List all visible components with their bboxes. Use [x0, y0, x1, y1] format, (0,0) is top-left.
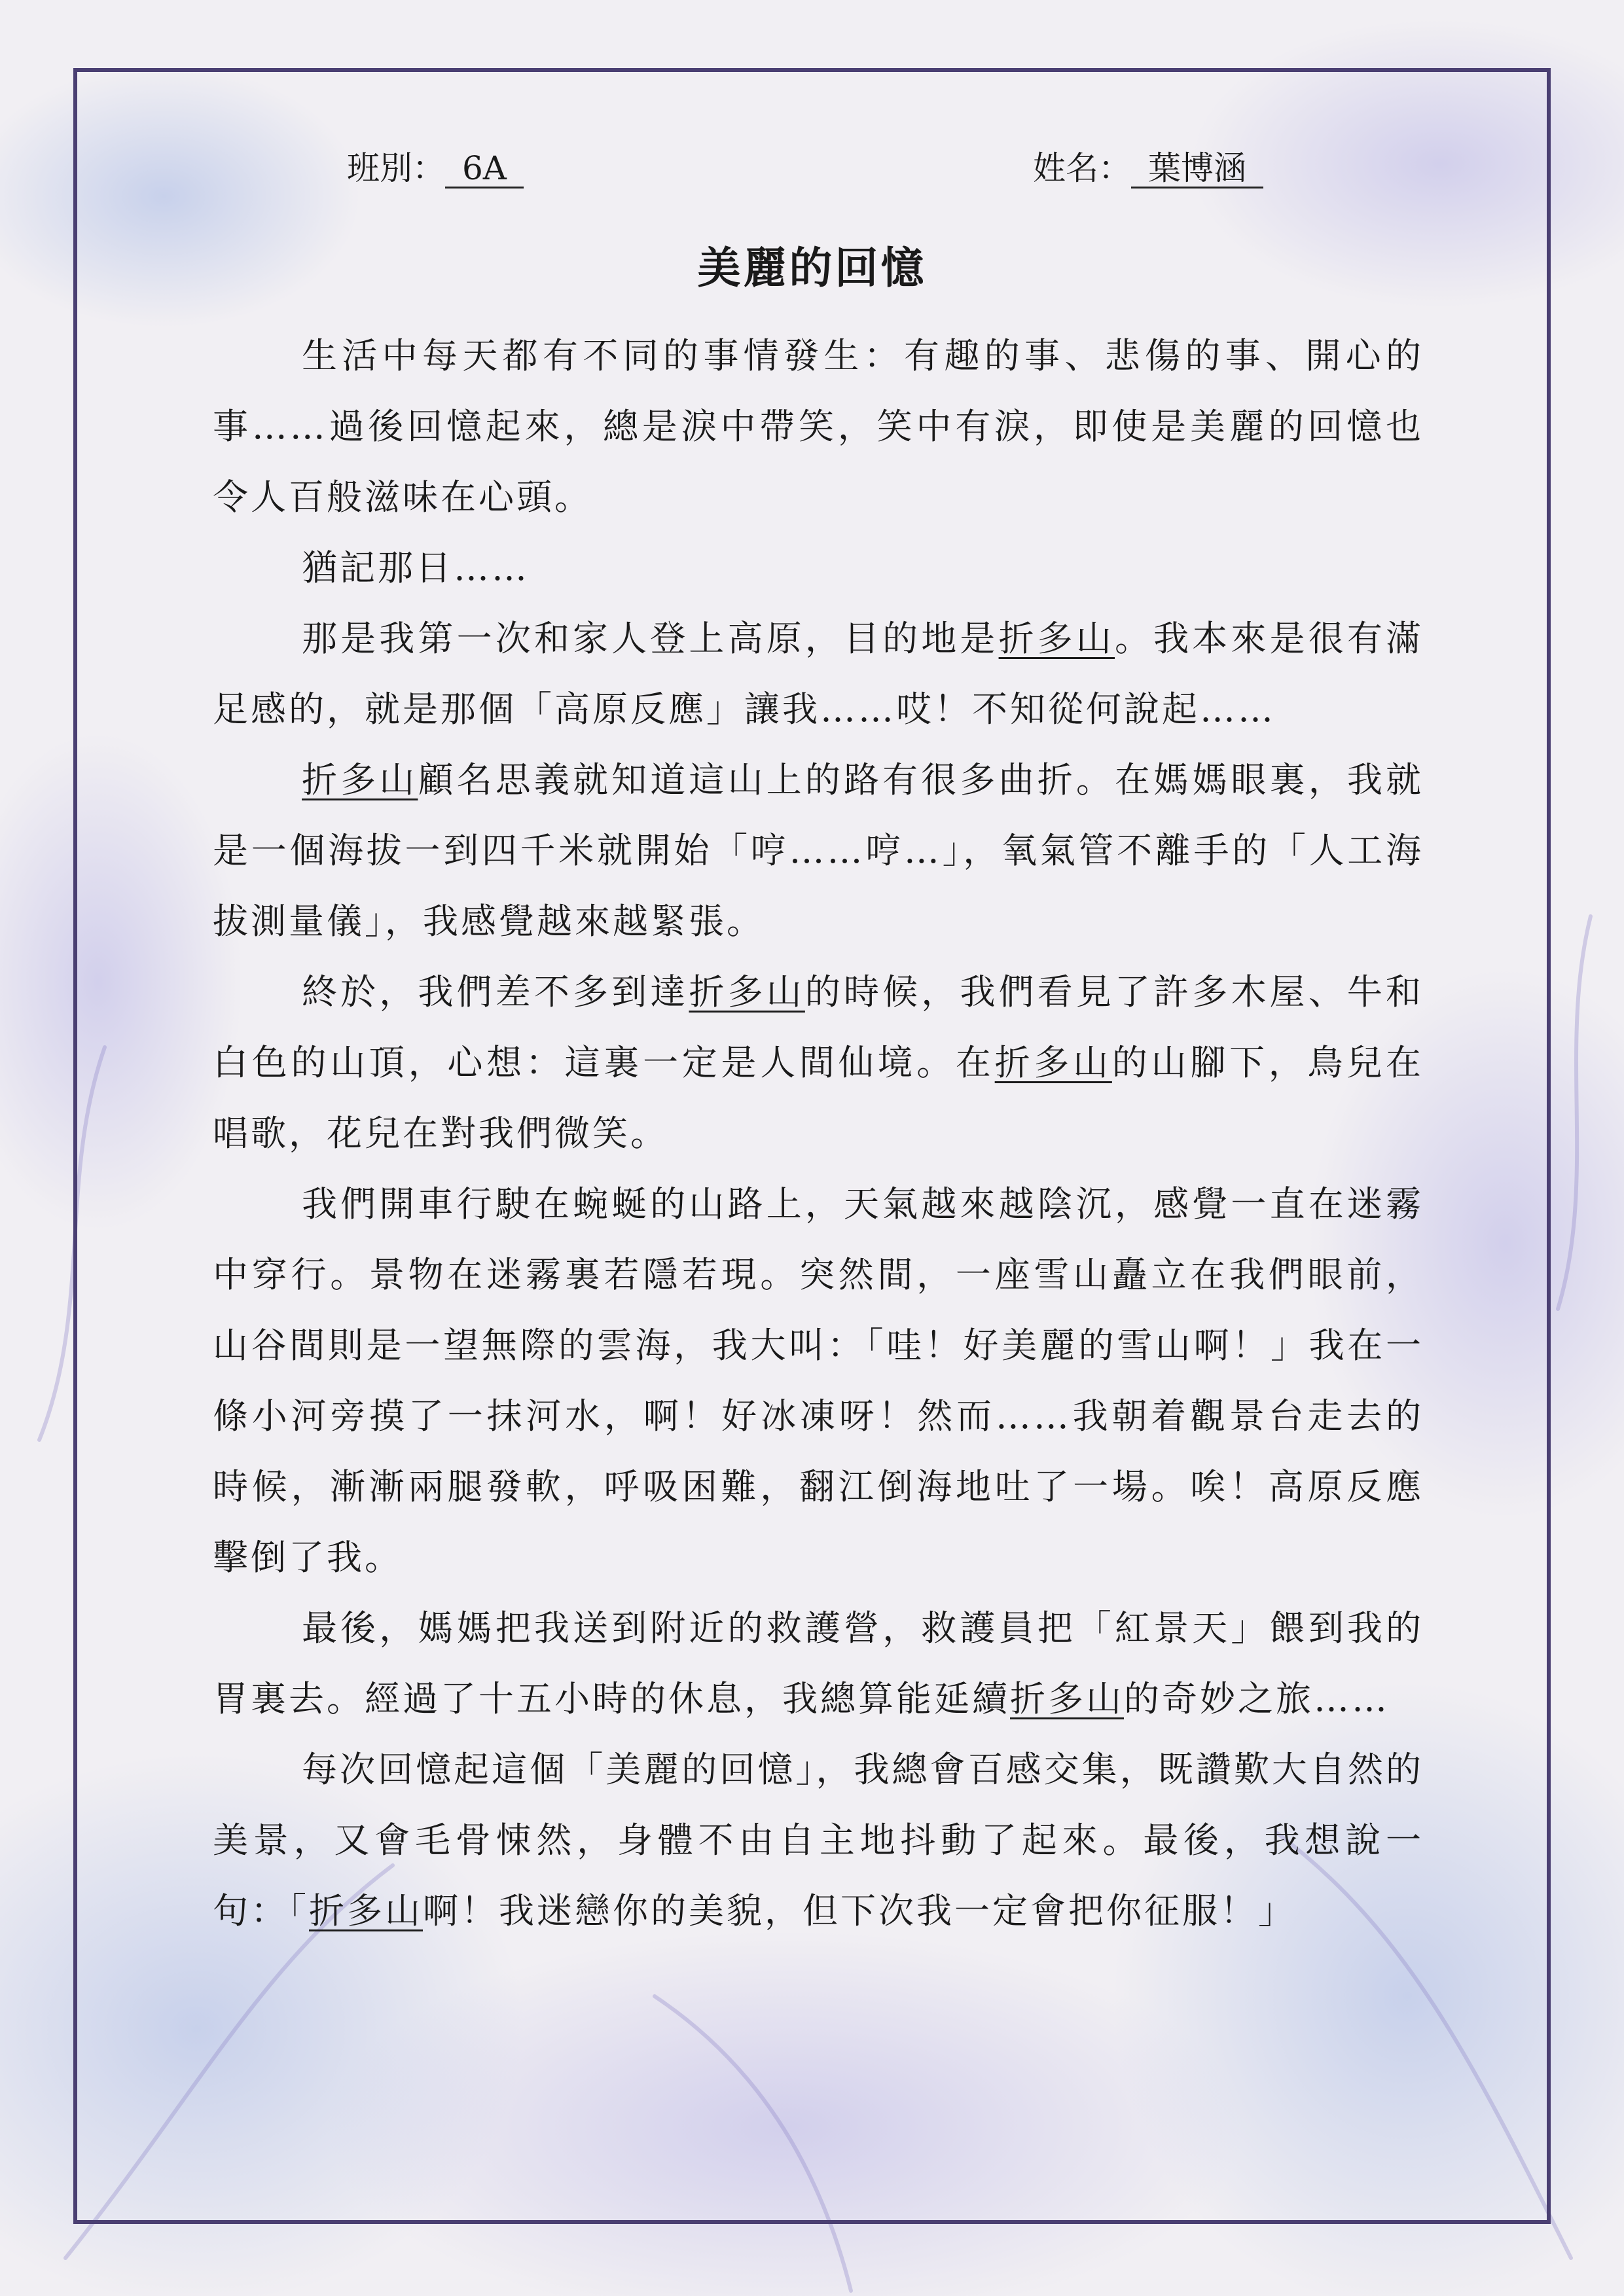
paragraph-text: 顧名思義就知道這山上的路有很多曲折。在媽媽眼裏，我就是一個海拔一到四千米就開始「哼……哼…」，氧氣管不離手的「人工海拔測量儀」，我感覺越來越緊張。 — [213, 759, 1424, 942]
paragraph-text: 最後，媽媽把我送到附近的救護營，救護員把「紅景天」餵到我的胃裏去。經過了十五小時的休息，我總算能延續 — [213, 1607, 1424, 1719]
paragraph-text: 。我本來是很有滿足感的，就是那個「高原反應」讓我……哎！不知從何說起…… — [213, 618, 1424, 730]
place-name: 折多山 — [302, 759, 418, 800]
essay-paragraph — [213, 957, 1424, 1169]
essay-title: 美麗的回憶 — [697, 242, 927, 293]
class-field — [347, 145, 524, 191]
paragraph-text: 的奇妙之旅…… — [1124, 1678, 1390, 1719]
essay-paragraph — [213, 603, 1424, 745]
paragraph-text: 我們開車行駛在蜿蜒的山路上，天氣越來越陰沉，感覺一直在迷霧中穿行。景物在迷霧裏若隱若現。突然間，一座雪山矗立在我們眼前，山谷間則是一望無際的雲海，我大叫：「哇！好美麗的雪山啊！」我在一條小河旁摸了一抹河水，啊！好冰凍呀！然而……我朝着觀景台走去的時候，漸漸兩腿發軟，呼吸困難，翻江倒海地吐了一場。唉！高原反應擊倒了我。 — [213, 1183, 1424, 1578]
class-value: 6A — [445, 150, 524, 188]
paragraph-text: 的時候，我們看見了許多木屋、牛和白色的山頂，心想：這裏一定是人間仙境。在 — [213, 971, 1424, 1083]
essay-paragraph — [213, 745, 1424, 957]
class-label: 班別： — [347, 149, 445, 187]
name-label: 姓名： — [1033, 149, 1131, 187]
essay-paragraph — [213, 1169, 1424, 1593]
paragraph-text: 啊！我迷戀你的美貌，但下次我一定會把你征服！」 — [423, 1890, 1296, 1931]
paragraph-text: 每次回憶起這個「美麗的回憶」，我總會百感交集，既讚歎大自然的美景，又會毛骨悚然，身體不由自主地抖動了起來。最後，我想說一句：「 — [213, 1749, 1424, 1931]
essay-body — [213, 321, 1424, 1946]
paragraph-text: 那是我第一次和家人登上高原，目的地是 — [302, 618, 999, 659]
name-value: 葉博涵 — [1131, 150, 1263, 188]
paragraph-text: 終於，我們差不多到達 — [302, 971, 689, 1013]
essay-paragraph — [213, 1593, 1424, 1734]
paragraph-text: 的山腳下，鳥兒在唱歌，花兒在對我們微笑。 — [213, 1042, 1424, 1154]
paragraph-text: 生活中每天都有不同的事情發生：有趣的事、悲傷的事、開心的事……過後回憶起來，總是淚中帶笑，笑中有淚，即使是美麗的回憶也令人百般滋味在心頭。 — [213, 335, 1424, 518]
place-name: 折多山 — [309, 1890, 423, 1931]
essay-paragraph — [213, 321, 1424, 533]
place-name: 折多山 — [994, 1042, 1112, 1083]
paragraph-text: 猶記那日…… — [302, 547, 530, 588]
place-name: 折多山 — [1010, 1678, 1124, 1719]
essay-paragraph — [213, 1734, 1424, 1946]
essay-paragraph — [213, 533, 1424, 603]
place-name: 折多山 — [689, 971, 805, 1013]
place-name: 折多山 — [998, 618, 1115, 659]
name-field — [1033, 145, 1263, 191]
